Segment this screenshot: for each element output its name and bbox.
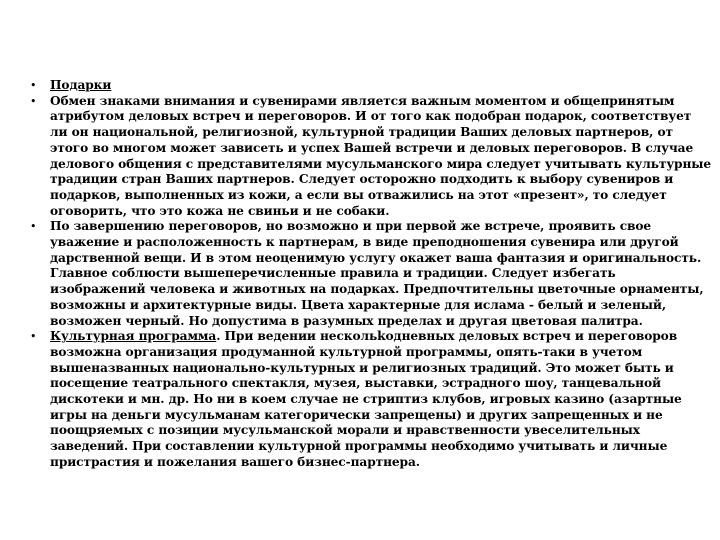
list-item-text: [50, 78, 712, 94]
heading-cultural-program: Культурная программа: [50, 329, 217, 344]
list-item: [28, 329, 712, 470]
heading-gifts: Подарки: [50, 78, 112, 92]
list-item: [28, 219, 712, 329]
bullet-icon: •: [30, 94, 37, 108]
bullet-icon: •: [30, 79, 37, 92]
bullet-icon: •: [30, 330, 37, 344]
list-item-text: По завершению переговоров, но возможно и при первой же встрече, проявить свое уважение и расположенность к партнерам, в виде преподношения сувенира или другой дарственной вещи. И в этом неоценимую услугу окажет ваша фантазия и оригинальность. Главное соблюсти вышеперечисленные правила и традиции. Следует избегать изображений человека и животных на подарках. Предпочтительны цветочные орнаменты, возможны и архитектурные виды. Цвета характерные для ислама - белый и зеленый, возможен черный. Но допустима в разумных пределах и другая цветовая палитра.: [50, 219, 704, 328]
bullet-icon: •: [30, 220, 37, 234]
list-item: [28, 94, 712, 220]
list-item: [28, 78, 712, 94]
bullet-list: [28, 78, 712, 471]
cultural-program-body: . При ведении нескольkoдневных деловых встреч и переговоров возможна организация продуманной культурной программы, опять-таки в учетом вышеназванных национально-культурных и религиозных традиций. Это может быть и посещение театрального спектакля, музея, выставки, эстрадного шоу, танцевальной дискотеки и мн. др. Но ни в коем случае не стриптиз клубов, игровых казино (азартные игры на деньги мусульманам категорически запрещены) и других запрещенных и не поощряемых с позиции мусульманской морали и нравственности увеселительных заведений. При составлении культурной программы необходимо учитывать и личные пристрастия и пожелания вашего бизнес-партнера.: [50, 329, 682, 469]
list-item-text: [50, 329, 712, 470]
list-item-text: Обмен знаками внимания и сувенирами является важным моментом и общепринятым атрибутом деловых встреч и переговоров. И от того как подобран подарок, соответствует ли он национальной, религиозной, культурной традиции Ваших деловых партнеров, от этого во многом может зависеть и успех Вашей встречи и деловых переговоров. В случае делового общения с представителями мусульманского мира следует учитывать культурные традиции стран Ваших партнеров. Следует осторожно подходить к выбору сувениров и подарков, выполненных из кожи, а если вы отважились на этот «презент», то следует оговорить, что это кожа не свиньи и не собаки.: [50, 93, 712, 218]
